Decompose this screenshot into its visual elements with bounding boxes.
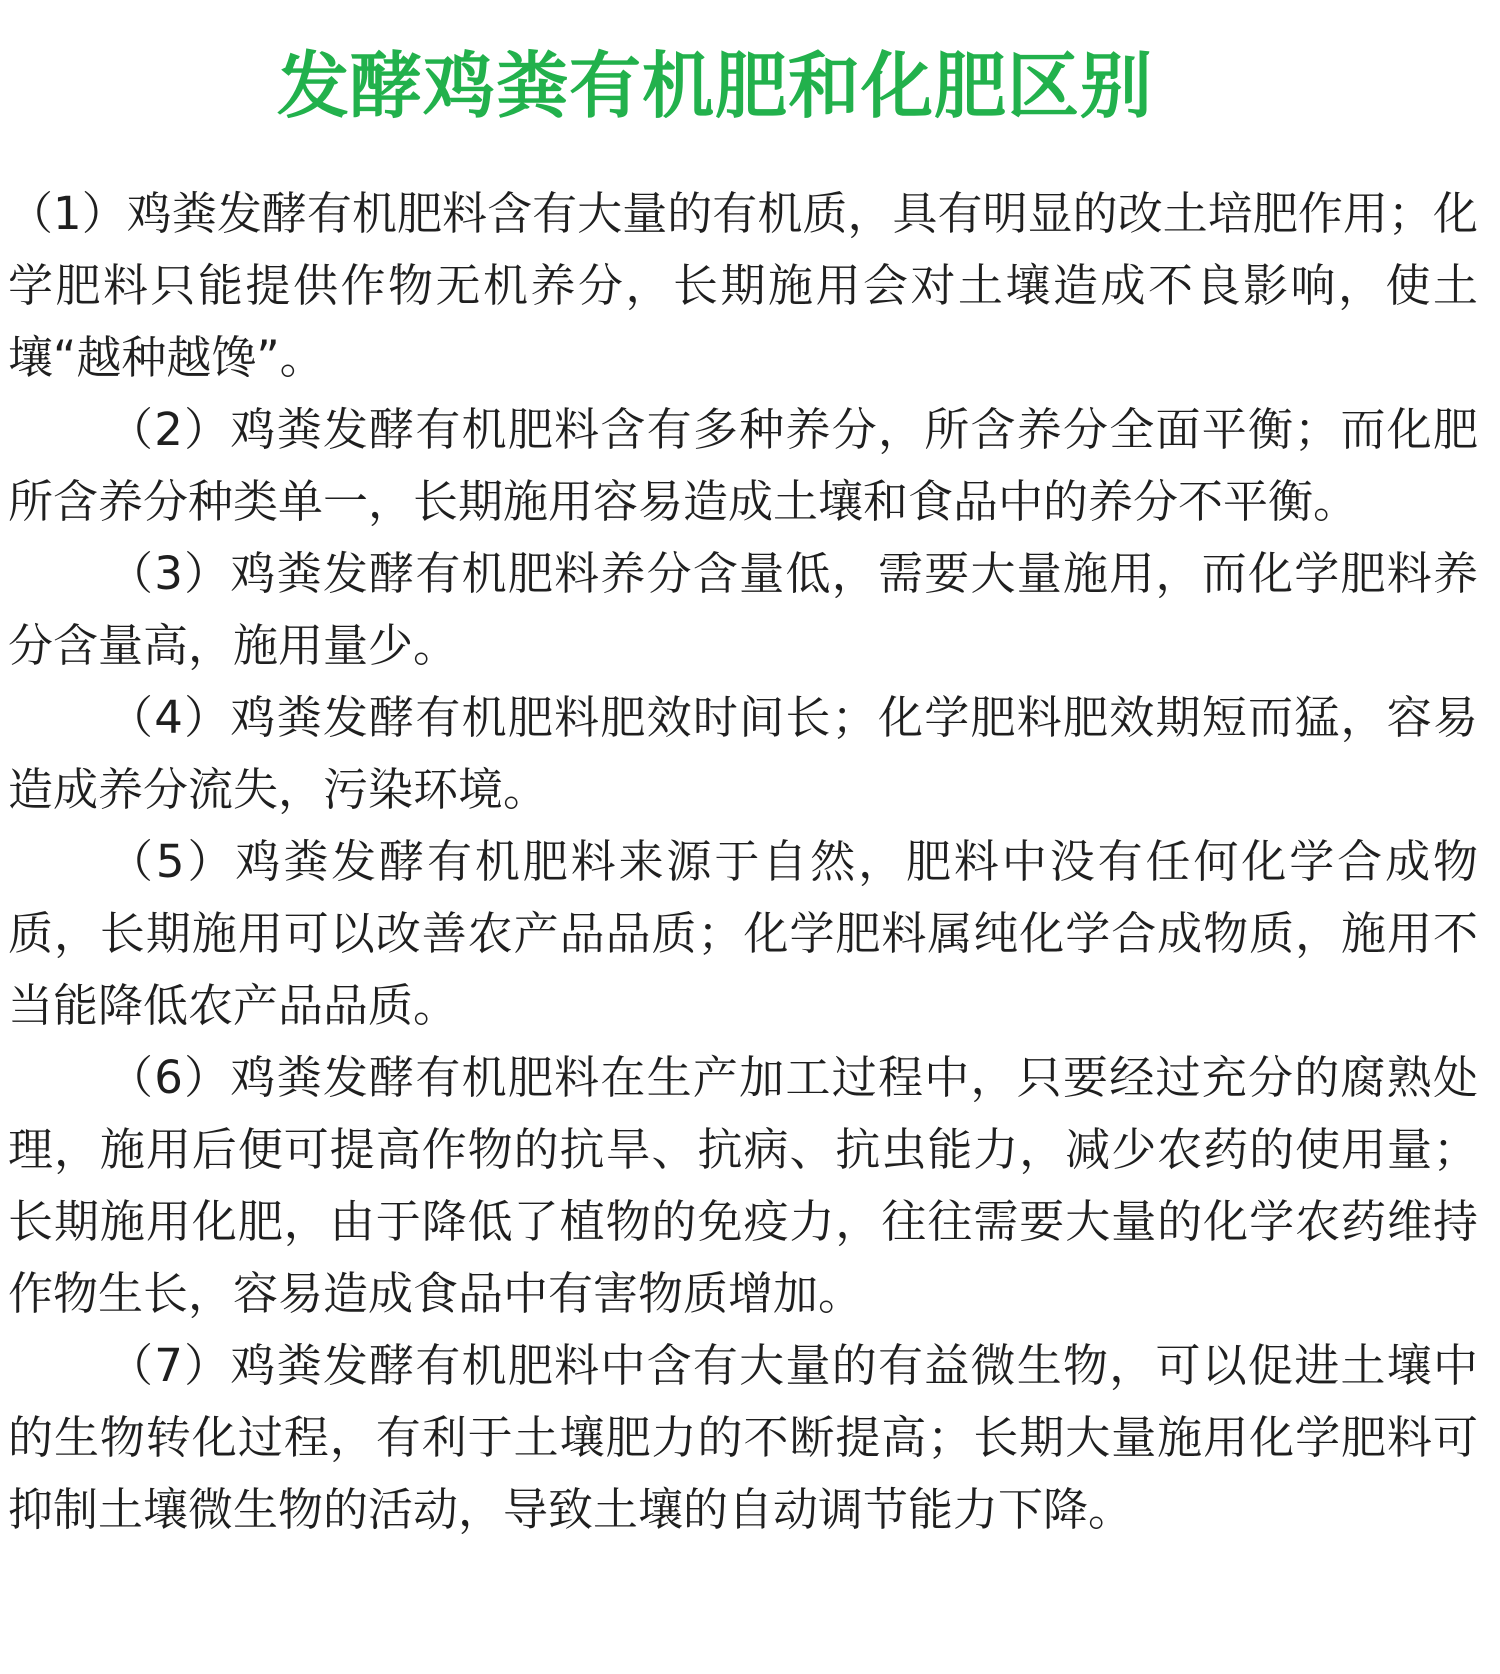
paragraph-3: （3）鸡粪发酵有机肥料养分含量低，需要大量施用，而化学肥料养分含量高，施用量少。 — [8, 547, 1478, 672]
page-title: 发酵鸡粪有机肥和化肥区别 — [276, 44, 1153, 128]
document-body — [8, 178, 1478, 1546]
paragraph-5: （5）鸡粪发酵有机肥料来源于自然，肥料中没有任何化学合成物质，长期施用可以改善农产品品质；化学肥料属纯化学合成物质，施用不当能降低农产品品质。 — [8, 835, 1478, 1032]
paragraph-6: （6）鸡粪发酵有机肥料在生产加工过程中，只要经过充分的腐熟处理，施用后便可提高作物的抗旱、抗病、抗虫能力，减少农药的使用量；长期施用化肥，由于降低了植物的免疫力，往往需要大量的化学农药维持作物生长，容易造成食品中有害物质增加。 — [8, 1051, 1478, 1320]
paragraph-7: （7）鸡粪发酵有机肥料中含有大量的有益微生物，可以促进土壤中的生物转化过程，有利于土壤肥力的不断提高；长期大量施用化学肥料可抑制土壤微生物的活动，导致土壤的自动调节能力下降。 — [8, 1339, 1478, 1536]
paragraph-2: （2）鸡粪发酵有机肥料含有多种养分，所含养分全面平衡；而化肥所含养分种类单一，长期施用容易造成土壤和食品中的养分不平衡。 — [8, 403, 1478, 528]
paragraph-4: （4）鸡粪发酵有机肥料肥效时间长；化学肥料肥效期短而猛，容易造成养分流失，污染环境。 — [8, 691, 1478, 816]
paragraph-1: （1）鸡粪发酵有机肥料含有大量的有机质，具有明显的改土培肥作用；化学肥料只能提供作物无机养分，长期施用会对土壤造成不良影响，使土壤“越种越馋”。 — [8, 187, 1478, 384]
